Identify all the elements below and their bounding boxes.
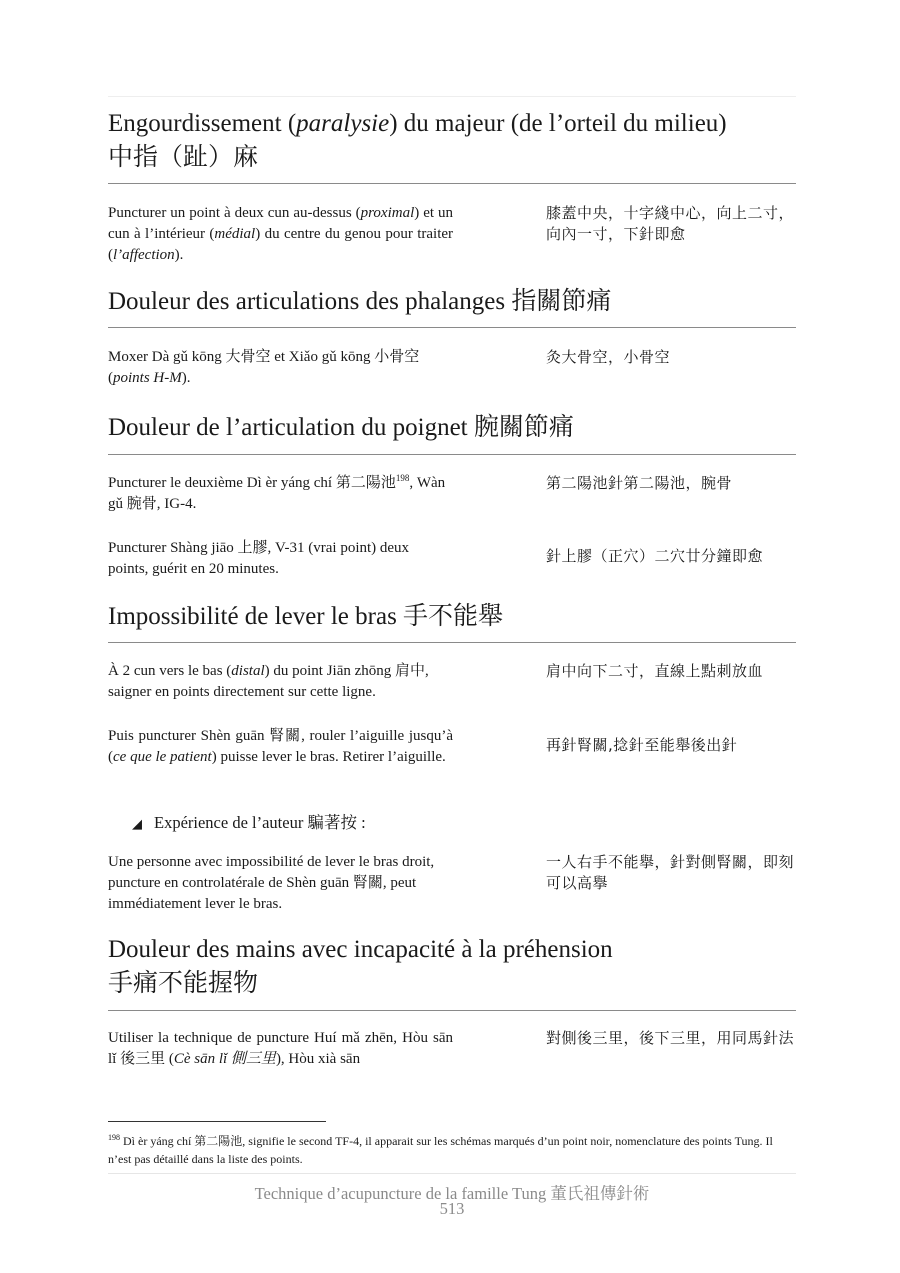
french-paragraph [108, 347, 453, 389]
section-divider [108, 1010, 796, 1011]
paragraph-text: Puncturer un point à deux cun au-dessus ( [108, 205, 361, 221]
chinese-paragraph: 對側後三里，後下三里，用同馬針法 [546, 1029, 795, 1047]
section-heading-wrist: Douleur de l’articulation du poignet 腕關節痛 [108, 414, 574, 441]
footnote [108, 1132, 798, 1168]
french-paragraph [108, 726, 453, 768]
bullet-text: Expérience de l’auteur 騙著按 : [154, 813, 366, 832]
paragraph-text: Moxer Dà gǔ kōng 大骨空 et Xiǎo gǔ kōng 小骨空 ( [108, 349, 420, 386]
heading-text: Douleur des mains avec incapacité à la préhension [108, 936, 613, 963]
section-heading-arm: Impossibilité de lever le bras 手不能舉 [108, 603, 504, 630]
section-heading-numbness [108, 107, 798, 175]
paragraph-emphasis: médial [214, 226, 256, 242]
paragraph-emphasis: l’affection [113, 247, 175, 263]
french-paragraph [108, 661, 453, 703]
page-number: 513 [439, 1199, 465, 1218]
heading-text: ) du majeur (de l’orteil du milieu) [389, 110, 727, 137]
chinese-paragraph: 灸大骨空，小骨空 [546, 348, 671, 366]
french-paragraph: Puncturer Shàng jiāo 上膠, V-31 (vrai point) deux points, guérit en 20 minutes. [108, 540, 410, 577]
footnote-number: 198 [108, 1133, 120, 1142]
footnote-text: Dì èr yáng chí 第二陽池, signifie le second TF-4, il apparait sur les schémas marqués d’un point noir, nomenclature des points Tung. Il n’est pas détaillé dans la liste des points. [108, 1134, 773, 1166]
section-heading-hands [108, 933, 798, 1001]
french-paragraph: Une personne avec impossibilité de lever le bras droit, puncture en controlatérale de Shèn guān 腎關, peut immédiatement lever le bras. [108, 854, 435, 912]
paragraph-text: ), Hòu xià sān [275, 1051, 361, 1067]
french-paragraph [108, 203, 453, 266]
running-footer-title: Technique d’acupuncture de la famille Tung 董氏祖傳針術 [254, 1184, 650, 1203]
paragraph-text: Utiliser la technique de puncture Huí mǎ zhēn, Hòu sān lǐ 後三里 ( [108, 1030, 453, 1067]
paragraph-text: ) du point Jiān zhōng 肩中, saigner en points directement sur cette ligne. [108, 663, 429, 700]
paragraph-text: Puncturer le deuxième Dì èr yáng chí 第二陽池 [108, 475, 396, 491]
author-experience-bullet [132, 812, 366, 836]
footnote-divider [108, 1121, 326, 1122]
chinese-paragraph: 再針腎關,捻針至能舉後出針 [546, 736, 738, 754]
section-divider [108, 642, 796, 643]
paragraph-text: ). [181, 370, 191, 386]
chinese-paragraph: 膝蓋中央，十字綫中心，向上二寸，向內一寸，下針即愈 [546, 204, 795, 243]
paragraph-emphasis: Cè sān lǐ 側三里 [173, 1051, 276, 1067]
paragraph-text: ) du centre du genou pour traiter ( [108, 226, 454, 263]
footnote-reference[interactable]: 198 [395, 473, 410, 483]
paragraph-text: , Wàn gǔ 腕骨, IG-4. [108, 475, 446, 512]
chinese-paragraph: 一人右手不能擧，針對側腎關，即刻可以高擧 [546, 853, 795, 892]
paragraph-text: À 2 cun vers le bas ( [108, 663, 232, 679]
french-paragraph [108, 473, 453, 515]
heading-chinese: 中指（趾）麻 [108, 144, 259, 171]
section-heading-phalanges: Douleur des articulations des phalanges 指關節痛 [108, 288, 612, 315]
paragraph-text: ). [174, 247, 184, 263]
section-divider [108, 327, 796, 328]
heading-text: Engourdissement ( [108, 110, 297, 137]
paragraph-emphasis: ce que le patient [113, 749, 212, 765]
section-divider [108, 183, 796, 184]
footer-divider [108, 1173, 796, 1174]
heading-chinese: 手痛不能握物 [108, 970, 259, 997]
paragraph-emphasis: distal [231, 663, 265, 679]
paragraph-emphasis: proximal [360, 205, 415, 221]
paragraph-text: Puis puncturer Shèn guān 腎關, rouler l’aiguille jusqu’à ( [108, 728, 453, 765]
top-divider [108, 96, 796, 97]
section-divider [108, 454, 796, 455]
chinese-paragraph: 針上膠（正穴）二穴廿分鐘即愈 [546, 547, 764, 565]
paragraph-emphasis: points H-M [113, 370, 182, 386]
paragraph-text: ) puisse lever le bras. Retirer l’aiguille. [211, 749, 446, 765]
paragraph-text: ) et un cun à l’intérieur ( [108, 205, 453, 242]
heading-emphasis: paralysie [296, 110, 390, 137]
chinese-paragraph: 肩中向下二寸，直線上點刺放血 [546, 662, 764, 680]
chinese-paragraph: 第二陽池針第二陽池，腕骨 [546, 474, 733, 492]
french-paragraph [108, 1028, 453, 1070]
triangle-bullet-icon: ◢ [132, 817, 142, 832]
